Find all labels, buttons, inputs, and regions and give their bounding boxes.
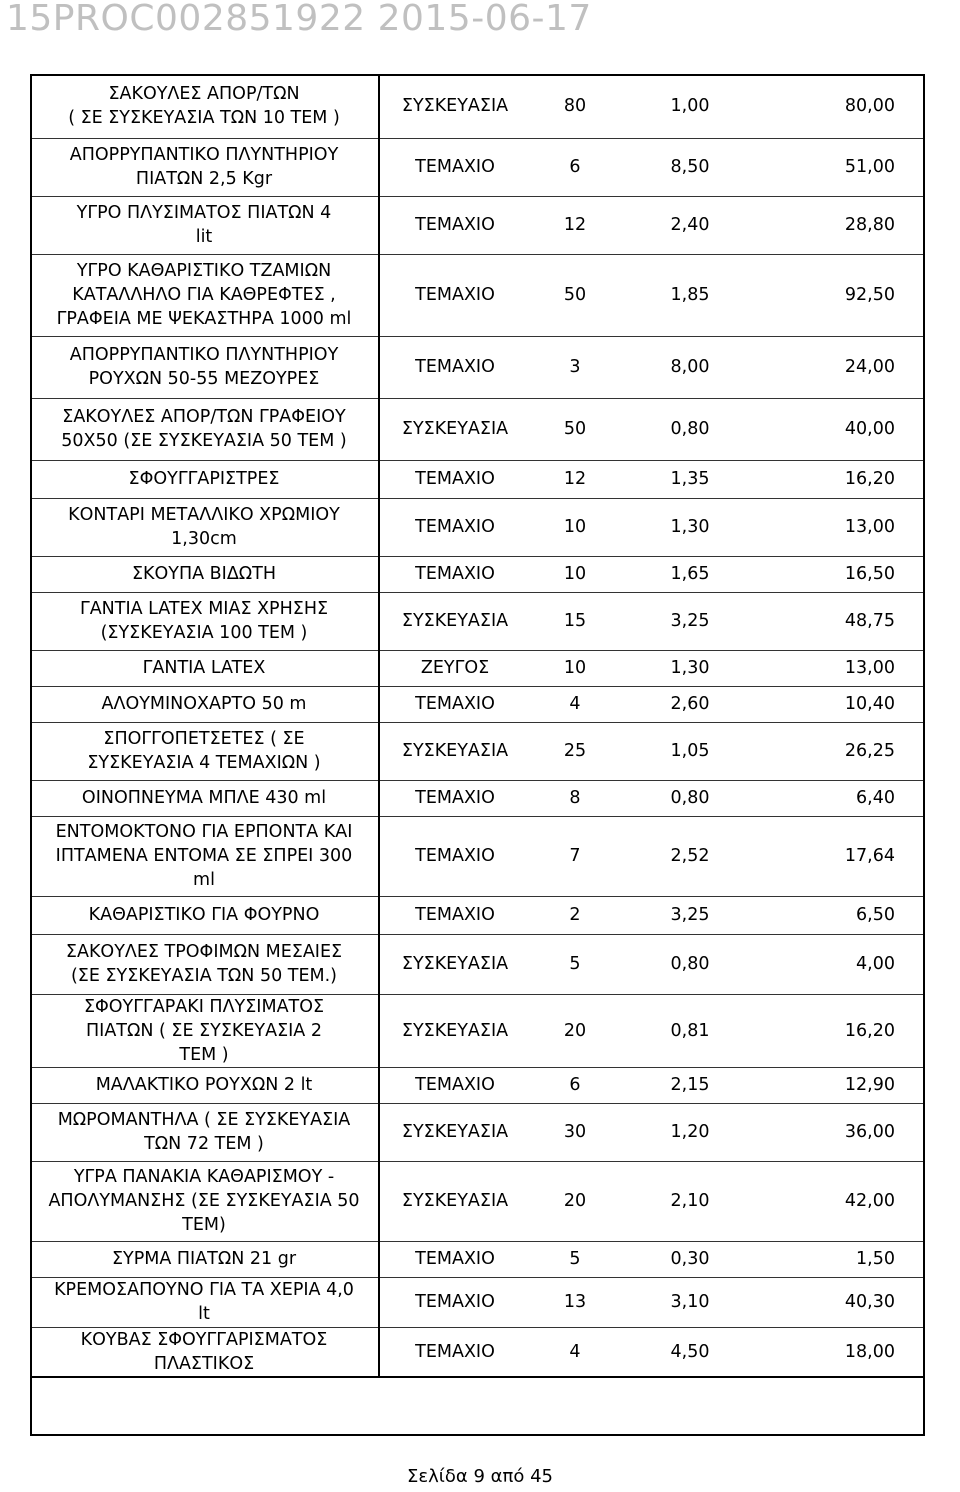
item-total: 16,20 bbox=[844, 1020, 895, 1041]
table-row bbox=[30, 138, 925, 196]
item-description: ΥΓΡΟ ΚΑΘΑΡΙΣΤΙΚΟ ΤΖΑΜΙΩΝ ΚΑΤΑΛΛΗΛΟ ΓΙΑ ΚΑΘΡΕΦΤΕΣ , ΓΡΑΦΕΙΑ ΜΕ ΨΕΚΑΣΤΗΡΑ 1000 ml bbox=[30, 254, 379, 336]
item-total: 92,50 bbox=[844, 285, 895, 305]
item-description: ΜΑΛΑΚΤΙΚΟ ΡΟΥΧΩΝ 2 lt bbox=[30, 1067, 379, 1103]
item-unit: ΤΕΜΑΧΙΟ bbox=[415, 1341, 495, 1362]
item-description: ΣΑΚΟΥΛΕΣ ΑΠΟΡ/ΤΩΝ ( ΣΕ ΣΥΣΚΕΥΑΣΙΑ ΤΩΝ 10 ΤΕΜ ) bbox=[30, 74, 379, 138]
table-row bbox=[30, 74, 925, 138]
item-unit: ΤΕΜΑΧΙΟ bbox=[415, 157, 495, 177]
items-table bbox=[30, 74, 925, 1378]
item-quantity: 2 bbox=[569, 905, 581, 925]
item-quantity: 30 bbox=[563, 1122, 587, 1142]
item-unit: ΤΕΜΑΧΙΟ bbox=[415, 1292, 495, 1312]
item-unit-price: 1,00 bbox=[670, 95, 710, 116]
item-unit: ΤΕΜΑΧΙΟ bbox=[415, 357, 495, 377]
item-unit: ΤΕΜΑΧΙΟ bbox=[415, 517, 495, 537]
item-total: 26,25 bbox=[844, 741, 895, 761]
table-row bbox=[30, 994, 925, 1067]
item-unit-price: 1,35 bbox=[670, 469, 710, 489]
item-description: ΥΓΡΑ ΠΑΝΑΚΙΑ ΚΑΘΑΡΙΣΜΟΥ - ΑΠΟΛΥΜΑΝΣΗΣ (ΣΕ ΣΥΣΚΕΥΑΣΙΑ 50 ΤΕΜ) bbox=[30, 1161, 379, 1241]
item-quantity: 4 bbox=[569, 694, 581, 714]
item-unit-price: 0,80 bbox=[670, 419, 710, 439]
item-unit-price: 0,81 bbox=[670, 1020, 710, 1041]
table-row bbox=[30, 896, 925, 934]
item-description: ΣΦΟΥΓΓΑΡΑΚΙ ΠΛΥΣΙΜΑΤΟΣ ΠΙΑΤΩΝ ( ΣΕ ΣΥΣΚΕΥΑΣΙΑ 2 ΤΕΜ ) bbox=[30, 994, 379, 1067]
item-quantity: 50 bbox=[563, 419, 587, 439]
item-quantity: 6 bbox=[569, 1075, 581, 1095]
item-description: ΣΑΚΟΥΛΕΣ ΑΠΟΡ/ΤΩΝ ΓΡΑΦΕΙΟΥ 50Χ50 (ΣΕ ΣΥΣΚΕΥΑΣΙΑ 50 ΤΕΜ ) bbox=[30, 398, 379, 460]
item-total: 24,00 bbox=[844, 357, 895, 377]
item-quantity: 8 bbox=[569, 788, 581, 808]
item-description: ΚΡΕΜΟΣΑΠΟΥΝΟ ΓΙΑ ΤΑ ΧΕΡΙΑ 4,0 lt bbox=[30, 1277, 379, 1327]
item-quantity: 80 bbox=[563, 95, 587, 116]
item-unit-price: 1,65 bbox=[670, 564, 710, 584]
item-total: 42,00 bbox=[844, 1191, 895, 1211]
item-total: 48,75 bbox=[844, 611, 895, 631]
item-description: ΟΙΝΟΠΝΕΥΜΑ ΜΠΛΕ 430 ml bbox=[30, 780, 379, 816]
item-unit-price: 2,40 bbox=[670, 215, 710, 235]
item-quantity: 3 bbox=[569, 357, 581, 377]
table-row bbox=[30, 254, 925, 336]
item-total: 6,50 bbox=[856, 905, 895, 925]
item-total: 40,30 bbox=[844, 1292, 895, 1312]
table-row bbox=[30, 196, 925, 254]
item-description: ΚΑΘΑΡΙΣΤΙΚΟ ΓΙΑ ΦΟΥΡΝΟ bbox=[30, 896, 379, 934]
item-description: ΚΟΥΒΑΣ ΣΦΟΥΓΓΑΡΙΣΜΑΤΟΣ ΠΛΑΣΤΙΚΟΣ bbox=[30, 1327, 379, 1377]
item-quantity: 10 bbox=[563, 564, 587, 584]
item-unit: ΣΥΣΚΕΥΑΣΙΑ bbox=[401, 1020, 509, 1041]
item-unit: ΤΕΜΑΧΙΟ bbox=[415, 905, 495, 925]
item-quantity: 5 bbox=[569, 1249, 581, 1269]
item-quantity: 5 bbox=[569, 954, 581, 974]
item-total: 13,00 bbox=[844, 658, 895, 678]
table-row bbox=[30, 1161, 925, 1241]
table-row bbox=[30, 398, 925, 460]
item-total: 51,00 bbox=[844, 157, 895, 177]
item-unit: ΤΕΜΑΧΙΟ bbox=[415, 215, 495, 235]
table-row bbox=[30, 1241, 925, 1277]
item-description: ΣΥΡΜΑ ΠΙΑΤΩΝ 21 gr bbox=[30, 1241, 379, 1277]
item-description: ΕΝΤΟΜΟΚΤΟΝΟ ΓΙΑ ΕΡΠΟΝΤΑ ΚΑΙ ΙΠΤΑΜΕΝΑ ΕΝΤΟΜΑ ΣΕ ΣΠΡΕΙ 300 ml bbox=[30, 816, 379, 896]
item-description: ΣΠΟΓΓΟΠΕΤΣΕΤΕΣ ( ΣΕ ΣΥΣΚΕΥΑΣΙΑ 4 ΤΕΜΑΧΙΩΝ ) bbox=[30, 722, 379, 780]
item-quantity: 7 bbox=[569, 846, 581, 866]
item-quantity: 50 bbox=[563, 285, 587, 305]
table-row bbox=[30, 1327, 925, 1377]
item-total: 12,90 bbox=[844, 1075, 895, 1095]
item-unit-price: 1,05 bbox=[670, 741, 710, 761]
item-description: ΜΩΡΟΜΑΝΤΗΛΑ ( ΣΕ ΣΥΣΚΕΥΑΣΙΑ ΤΩΝ 72 ΤΕΜ ) bbox=[30, 1103, 379, 1161]
item-unit-price: 2,10 bbox=[670, 1191, 710, 1211]
item-unit-price: 4,50 bbox=[670, 1341, 710, 1362]
item-unit-price: 2,52 bbox=[670, 846, 710, 866]
item-unit: ΤΕΜΑΧΙΟ bbox=[415, 846, 495, 866]
item-unit-price: 2,15 bbox=[670, 1075, 710, 1095]
table-row bbox=[30, 498, 925, 556]
item-total: 16,50 bbox=[844, 564, 895, 584]
item-unit: ΤΕΜΑΧΙΟ bbox=[415, 788, 495, 808]
item-unit-price: 0,30 bbox=[670, 1249, 710, 1269]
item-quantity: 10 bbox=[563, 658, 587, 678]
table-row bbox=[30, 686, 925, 722]
table-row bbox=[30, 1067, 925, 1103]
document-id-header: 15PROC002851922 2015-06-17 bbox=[6, 0, 592, 39]
item-total: 16,20 bbox=[844, 469, 895, 489]
item-unit: ΣΥΣΚΕΥΑΣΙΑ bbox=[401, 611, 509, 631]
table-row bbox=[30, 780, 925, 816]
item-unit-price: 1,30 bbox=[670, 517, 710, 537]
table-row bbox=[30, 722, 925, 780]
table-row bbox=[30, 1277, 925, 1327]
item-total: 28,80 bbox=[844, 215, 895, 235]
item-unit-price: 1,20 bbox=[670, 1122, 710, 1142]
item-unit: ΤΕΜΑΧΙΟ bbox=[415, 285, 495, 305]
item-description: ΑΠΟΡΡΥΠΑΝΤΙΚΟ ΠΛΥΝΤΗΡΙΟΥ ΠΙΑΤΩΝ 2,5 Kgr bbox=[30, 138, 379, 196]
item-total: 13,00 bbox=[844, 517, 895, 537]
item-total: 17,64 bbox=[844, 846, 895, 866]
table-row bbox=[30, 1103, 925, 1161]
item-total: 10,40 bbox=[844, 694, 895, 714]
item-quantity: 12 bbox=[563, 215, 587, 235]
item-description: ΓΑΝΤΙΑ LATEX bbox=[30, 650, 379, 686]
item-unit: ΤΕΜΑΧΙΟ bbox=[415, 469, 495, 489]
item-description: ΑΛΟΥΜΙΝΟΧΑΡΤΟ 50 m bbox=[30, 686, 379, 722]
item-quantity: 25 bbox=[563, 741, 587, 761]
item-total: 6,40 bbox=[856, 788, 895, 808]
item-unit-price: 0,80 bbox=[670, 954, 710, 974]
item-quantity: 20 bbox=[563, 1191, 587, 1211]
item-unit: ΣΥΣΚΕΥΑΣΙΑ bbox=[401, 741, 509, 761]
item-unit-price: 1,85 bbox=[670, 285, 710, 305]
table-row bbox=[30, 336, 925, 398]
item-quantity: 10 bbox=[563, 517, 587, 537]
item-quantity: 6 bbox=[569, 157, 581, 177]
item-unit-price: 3,25 bbox=[670, 611, 710, 631]
item-quantity: 20 bbox=[563, 1020, 587, 1041]
item-unit-price: 2,60 bbox=[670, 694, 710, 714]
item-unit-price: 1,30 bbox=[670, 658, 710, 678]
item-unit: ΤΕΜΑΧΙΟ bbox=[415, 1249, 495, 1269]
item-unit: ΤΕΜΑΧΙΟ bbox=[415, 1075, 495, 1095]
item-unit: ΣΥΣΚΕΥΑΣΙΑ bbox=[401, 1122, 509, 1142]
item-total: 4,00 bbox=[856, 954, 895, 974]
item-description: ΣΚΟΥΠΑ ΒΙΔΩΤΗ bbox=[30, 556, 379, 592]
item-unit-price: 8,00 bbox=[670, 357, 710, 377]
page-number: Σελίδα 9 από 45 bbox=[407, 1466, 553, 1487]
item-unit: ΣΥΣΚΕΥΑΣΙΑ bbox=[401, 1191, 509, 1211]
item-description: ΣΑΚΟΥΛΕΣ ΤΡΟΦΙΜΩΝ ΜΕΣΑΙΕΣ (ΣΕ ΣΥΣΚΕΥΑΣΙΑ ΤΩΝ 50 ΤΕΜ.) bbox=[30, 934, 379, 994]
table-row bbox=[30, 592, 925, 650]
item-description: ΥΓΡΟ ΠΛΥΣΙΜΑΤΟΣ ΠΙΑΤΩΝ 4 lit bbox=[30, 196, 379, 254]
table-row bbox=[30, 934, 925, 994]
item-unit-price: 8,50 bbox=[670, 157, 710, 177]
table-row bbox=[30, 816, 925, 896]
item-total: 80,00 bbox=[844, 95, 895, 116]
item-unit-price: 0,80 bbox=[670, 788, 710, 808]
item-description: ΣΦΟΥΓΓΑΡΙΣΤΡΕΣ bbox=[30, 460, 379, 498]
item-unit: ΖΕΥΓΟΣ bbox=[420, 658, 490, 678]
item-unit: ΤΕΜΑΧΙΟ bbox=[415, 694, 495, 714]
item-description: ΑΠΟΡΡΥΠΑΝΤΙΚΟ ΠΛΥΝΤΗΡΙΟΥ ΡΟΥΧΩΝ 50-55 ΜΕΖΟΥΡΕΣ bbox=[30, 336, 379, 398]
item-unit: ΣΥΣΚΕΥΑΣΙΑ bbox=[401, 954, 509, 974]
table-row bbox=[30, 556, 925, 592]
item-unit-price: 3,25 bbox=[670, 905, 710, 925]
item-quantity: 15 bbox=[563, 611, 587, 631]
item-total: 36,00 bbox=[844, 1122, 895, 1142]
table-row bbox=[30, 460, 925, 498]
item-total: 18,00 bbox=[844, 1341, 895, 1362]
item-unit: ΣΥΣΚΕΥΑΣΙΑ bbox=[401, 419, 509, 439]
item-quantity: 13 bbox=[563, 1292, 587, 1312]
item-unit-price: 3,10 bbox=[670, 1292, 710, 1312]
item-unit: ΤΕΜΑΧΙΟ bbox=[415, 564, 495, 584]
item-description: ΓΑΝΤΙΑ LATEX ΜΙΑΣ ΧΡΗΣΗΣ (ΣΥΣΚΕΥΑΣΙΑ 100 ΤΕΜ ) bbox=[30, 592, 379, 650]
item-description: ΚΟΝΤΑΡΙ ΜΕΤΑΛΛΙΚΟ ΧΡΩΜΙΟΥ 1,30cm bbox=[30, 498, 379, 556]
table-row bbox=[30, 650, 925, 686]
item-unit: ΣΥΣΚΕΥΑΣΙΑ bbox=[401, 95, 509, 116]
item-quantity: 4 bbox=[569, 1341, 581, 1362]
item-quantity: 12 bbox=[563, 469, 587, 489]
item-total: 40,00 bbox=[844, 419, 895, 439]
item-total: 1,50 bbox=[856, 1249, 895, 1269]
